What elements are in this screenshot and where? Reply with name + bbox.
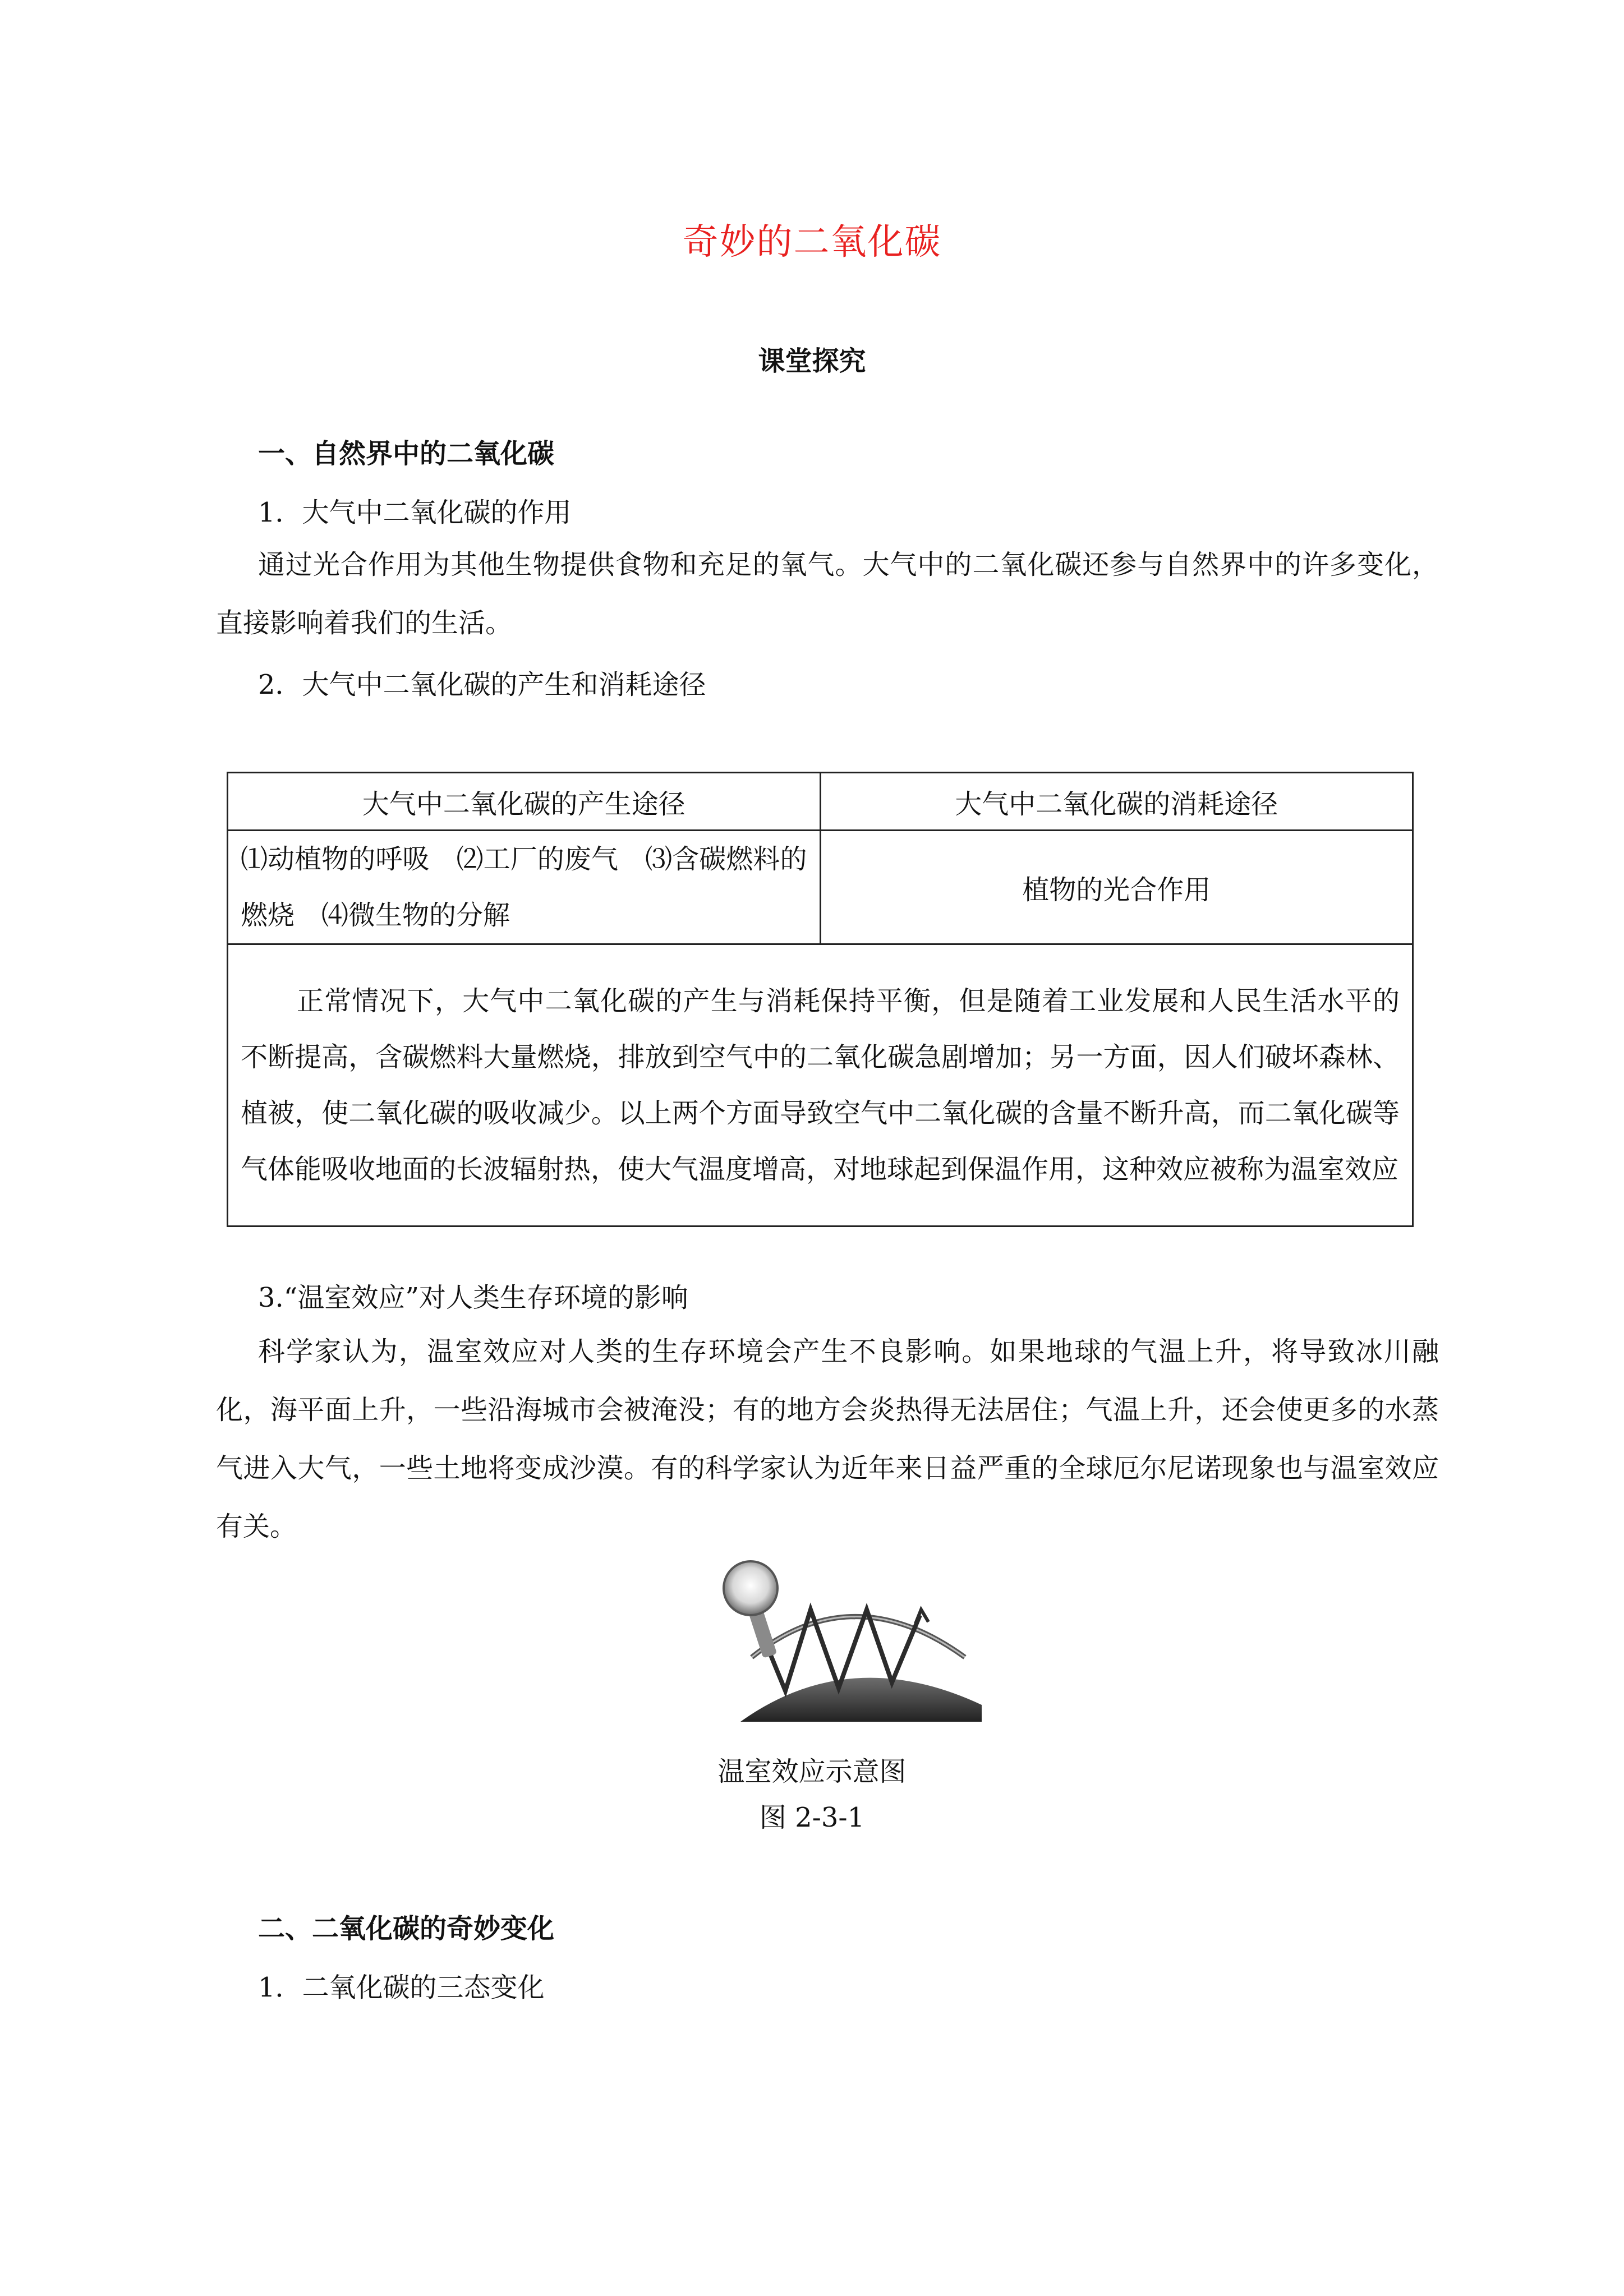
section-heading-1: 一、自然界中的二氧化碳: [258, 438, 555, 469]
table-header-sources: 大气中二氧化碳的产生途径: [228, 773, 821, 831]
paragraph-greenhouse-impact: 科学家认为，温室效应对人类的生存环境会产生不良影响。如果地球的气温上升，将导致冰川融化，海平面上升，一些沿海城市会被淹没；有的地方会炎热得无法居住；气温上升，还会使更多的水蒸气进入大气，一些土地将变成沙漠。有的科学家认为近年来日益严重的全球厄尔尼诺现象也与温室效应有关。: [216, 1336, 1439, 1542]
page-title: 奇妙的二氧化碳: [682, 222, 942, 263]
item-label-2-1: 1．二氧化碳的三态变化: [258, 1972, 545, 2003]
table-header-row: [228, 773, 1413, 831]
table-cell-note: 正常情况下，大气中二氧化碳的产生与消耗保持平衡，但是随着工业发展和人民生活水平的不断提高，含碳燃料大量燃烧，排放到空气中的二氧化碳急剧增加；另一方面，因人们破坏森林、植被，使二氧化碳的吸收减少。以上两个方面导致空气中二氧化碳的含量不断升高，而二氧化碳等气体能吸收地面的长波辐射热，使大气温度增高，对地球起到保温作用，这种效应被称为温室效应: [228, 944, 1413, 1227]
table-cell-sources: ⑴动植物的呼吸 ⑵工厂的废气 ⑶含碳燃料的燃烧 ⑷微生物的分解: [228, 831, 821, 944]
item-label-1-1: 1．大气中二氧化碳的作用: [258, 497, 572, 528]
figure-number: 图 2-3-1: [759, 1802, 865, 1833]
earth-surface-shape: [740, 1678, 982, 1722]
page-subtitle: 课堂探究: [758, 345, 866, 377]
table-cell-sink: 植物的光合作用: [820, 831, 1413, 944]
item-label-1-2: 2．大气中二氧化碳的产生和消耗途径: [258, 669, 706, 700]
sun-shape: [724, 1561, 778, 1615]
table-header-sinks: 大气中二氧化碳的消耗途径: [820, 773, 1413, 831]
section-heading-2: 二、二氧化碳的奇妙变化: [258, 1913, 555, 1944]
greenhouse-effect-illustration: [718, 1553, 982, 1722]
figure-caption: 温室效应示意图: [717, 1756, 907, 1787]
table-row: [228, 831, 1413, 944]
radiation-arrowhead: [915, 1610, 928, 1624]
paragraph-co2-role: 通过光合作用为其他生物提供食物和充足的氧气。大气中的二氧化碳还参与自然界中的许多变化，直接影响着我们的生活。: [216, 549, 1439, 639]
item-label-1-3: 3.“温室效应”对人类生存环境的影响: [258, 1282, 688, 1313]
co2-sources-sinks-table: [227, 772, 1414, 1227]
table-row: [228, 944, 1413, 1227]
